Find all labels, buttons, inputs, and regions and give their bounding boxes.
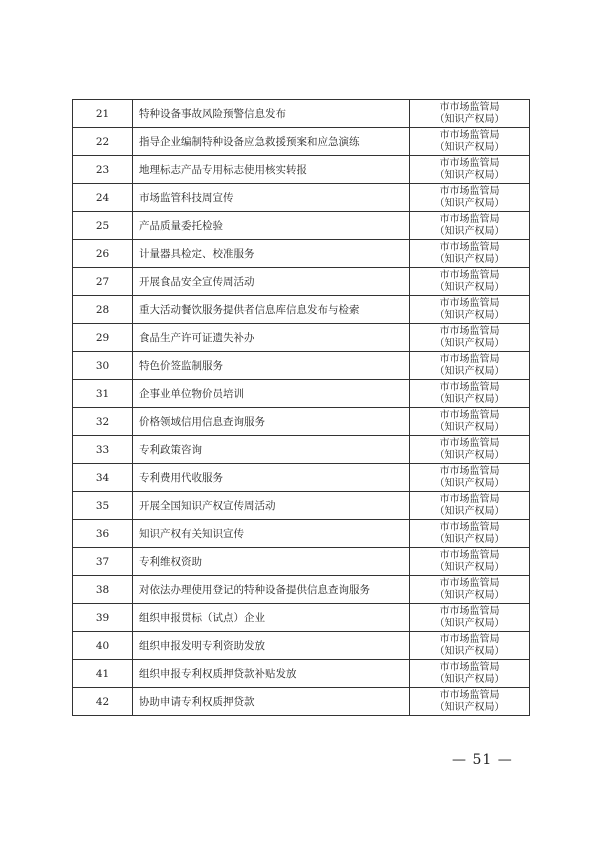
responsible-department bbox=[410, 688, 530, 716]
table-row bbox=[73, 576, 530, 604]
service-item: 产品质量委托检验 bbox=[133, 212, 410, 240]
services-table bbox=[72, 99, 530, 716]
table-row bbox=[73, 492, 530, 520]
department-alias: （知识产权局） bbox=[434, 113, 505, 125]
row-number: 26 bbox=[73, 240, 133, 268]
row-number: 31 bbox=[73, 380, 133, 408]
table-row bbox=[73, 184, 530, 212]
service-item: 专利费用代收服务 bbox=[133, 464, 410, 492]
department-alias: （知识产权局） bbox=[434, 449, 505, 461]
row-number: 27 bbox=[73, 268, 133, 296]
department-alias: （知识产权局） bbox=[434, 421, 505, 433]
department-alias: （知识产权局） bbox=[434, 589, 505, 601]
row-number: 39 bbox=[73, 604, 133, 632]
service-item: 开展食品安全宣传周活动 bbox=[133, 268, 410, 296]
department-alias: （知识产权局） bbox=[434, 141, 505, 153]
department-alias: （知识产权局） bbox=[434, 505, 505, 517]
service-item: 计量器具检定、校准服务 bbox=[133, 240, 410, 268]
row-number: 22 bbox=[73, 128, 133, 156]
table-row bbox=[73, 632, 530, 660]
department-alias: （知识产权局） bbox=[434, 673, 505, 685]
table-row bbox=[73, 352, 530, 380]
row-number: 35 bbox=[73, 492, 133, 520]
department-alias: （知识产权局） bbox=[434, 617, 505, 629]
responsible-department bbox=[410, 352, 530, 380]
service-item: 市场监管科技周宣传 bbox=[133, 184, 410, 212]
responsible-department bbox=[410, 660, 530, 688]
responsible-department bbox=[410, 408, 530, 436]
department-alias: （知识产权局） bbox=[434, 169, 505, 181]
department-name: 市市场监管局 bbox=[439, 633, 500, 645]
responsible-department bbox=[410, 436, 530, 464]
responsible-department bbox=[410, 212, 530, 240]
department-alias: （知识产权局） bbox=[434, 701, 505, 713]
service-item: 重大活动餐饮服务提供者信息库信息发布与检索 bbox=[133, 296, 410, 324]
responsible-department bbox=[410, 296, 530, 324]
row-number: 30 bbox=[73, 352, 133, 380]
row-number: 29 bbox=[73, 324, 133, 352]
department-alias: （知识产权局） bbox=[434, 225, 505, 237]
responsible-department bbox=[410, 156, 530, 184]
table-row bbox=[73, 604, 530, 632]
service-item: 地理标志产品专用标志使用核实转报 bbox=[133, 156, 410, 184]
row-number: 33 bbox=[73, 436, 133, 464]
service-item: 协助申请专利权质押贷款 bbox=[133, 688, 410, 716]
row-number: 34 bbox=[73, 464, 133, 492]
department-alias: （知识产权局） bbox=[434, 561, 505, 573]
table-row bbox=[73, 380, 530, 408]
responsible-department bbox=[410, 128, 530, 156]
services-table-body bbox=[73, 100, 530, 716]
table-row bbox=[73, 548, 530, 576]
department-alias: （知识产权局） bbox=[434, 645, 505, 657]
department-alias: （知识产权局） bbox=[434, 197, 505, 209]
department-name: 市市场监管局 bbox=[439, 549, 500, 561]
table-row bbox=[73, 660, 530, 688]
table-row bbox=[73, 520, 530, 548]
department-name: 市市场监管局 bbox=[439, 521, 500, 533]
row-number: 37 bbox=[73, 548, 133, 576]
service-item: 对依法办理使用登记的特种设备提供信息查询服务 bbox=[133, 576, 410, 604]
service-item: 企事业单位物价员培训 bbox=[133, 380, 410, 408]
department-alias: （知识产权局） bbox=[434, 281, 505, 293]
department-name: 市市场监管局 bbox=[439, 465, 500, 477]
table-row bbox=[73, 408, 530, 436]
department-alias: （知识产权局） bbox=[434, 337, 505, 349]
department-name: 市市场监管局 bbox=[439, 437, 500, 449]
row-number: 23 bbox=[73, 156, 133, 184]
service-item: 指导企业编制特种设备应急救援预案和应急演练 bbox=[133, 128, 410, 156]
table-row bbox=[73, 296, 530, 324]
table-row bbox=[73, 128, 530, 156]
service-item: 专利政策咨询 bbox=[133, 436, 410, 464]
department-name: 市市场监管局 bbox=[439, 661, 500, 673]
service-item: 组织申报专利权质押贷款补贴发放 bbox=[133, 660, 410, 688]
department-name: 市市场监管局 bbox=[439, 409, 500, 421]
service-item: 组织申报发明专利资助发放 bbox=[133, 632, 410, 660]
service-item: 特种设备事故风险预警信息发布 bbox=[133, 100, 410, 128]
table-row bbox=[73, 688, 530, 716]
responsible-department bbox=[410, 464, 530, 492]
department-name: 市市场监管局 bbox=[439, 689, 500, 701]
department-name: 市市场监管局 bbox=[439, 213, 500, 225]
row-number: 24 bbox=[73, 184, 133, 212]
department-name: 市市场监管局 bbox=[439, 241, 500, 253]
department-name: 市市场监管局 bbox=[439, 297, 500, 309]
service-item: 知识产权有关知识宣传 bbox=[133, 520, 410, 548]
row-number: 41 bbox=[73, 660, 133, 688]
table-row bbox=[73, 156, 530, 184]
service-item: 食品生产许可证遗失补办 bbox=[133, 324, 410, 352]
department-name: 市市场监管局 bbox=[439, 129, 500, 141]
row-number: 32 bbox=[73, 408, 133, 436]
department-alias: （知识产权局） bbox=[434, 477, 505, 489]
responsible-department bbox=[410, 576, 530, 604]
service-item: 组织申报贯标（试点）企业 bbox=[133, 604, 410, 632]
row-number: 36 bbox=[73, 520, 133, 548]
responsible-department bbox=[410, 604, 530, 632]
responsible-department bbox=[410, 632, 530, 660]
table-row bbox=[73, 240, 530, 268]
row-number: 40 bbox=[73, 632, 133, 660]
department-name: 市市场监管局 bbox=[439, 493, 500, 505]
row-number: 28 bbox=[73, 296, 133, 324]
department-alias: （知识产权局） bbox=[434, 393, 505, 405]
row-number: 25 bbox=[73, 212, 133, 240]
table-row bbox=[73, 268, 530, 296]
department-alias: （知识产权局） bbox=[434, 309, 505, 321]
service-item: 价格领域信用信息查询服务 bbox=[133, 408, 410, 436]
department-name: 市市场监管局 bbox=[439, 577, 500, 589]
service-item: 专利维权资助 bbox=[133, 548, 410, 576]
responsible-department bbox=[410, 380, 530, 408]
department-name: 市市场监管局 bbox=[439, 381, 500, 393]
responsible-department bbox=[410, 324, 530, 352]
table-row bbox=[73, 100, 530, 128]
service-item: 开展全国知识产权宣传周活动 bbox=[133, 492, 410, 520]
responsible-department bbox=[410, 268, 530, 296]
responsible-department bbox=[410, 240, 530, 268]
department-alias: （知识产权局） bbox=[434, 533, 505, 545]
department-name: 市市场监管局 bbox=[439, 157, 500, 169]
responsible-department bbox=[410, 184, 530, 212]
service-item: 特色价签监制服务 bbox=[133, 352, 410, 380]
responsible-department bbox=[410, 548, 530, 576]
department-name: 市市场监管局 bbox=[439, 269, 500, 281]
department-name: 市市场监管局 bbox=[439, 101, 500, 113]
row-number: 21 bbox=[73, 100, 133, 128]
responsible-department bbox=[410, 100, 530, 128]
row-number: 42 bbox=[73, 688, 133, 716]
table-row bbox=[73, 212, 530, 240]
row-number: 38 bbox=[73, 576, 133, 604]
department-name: 市市场监管局 bbox=[439, 605, 500, 617]
table-row bbox=[73, 436, 530, 464]
department-name: 市市场监管局 bbox=[439, 353, 500, 365]
responsible-department bbox=[410, 492, 530, 520]
table-row bbox=[73, 464, 530, 492]
department-name: 市市场监管局 bbox=[439, 185, 500, 197]
table-row bbox=[73, 324, 530, 352]
department-alias: （知识产权局） bbox=[434, 253, 505, 265]
department-alias: （知识产权局） bbox=[434, 365, 505, 377]
page-number: — 51 — bbox=[452, 752, 513, 768]
department-name: 市市场监管局 bbox=[439, 325, 500, 337]
responsible-department bbox=[410, 520, 530, 548]
